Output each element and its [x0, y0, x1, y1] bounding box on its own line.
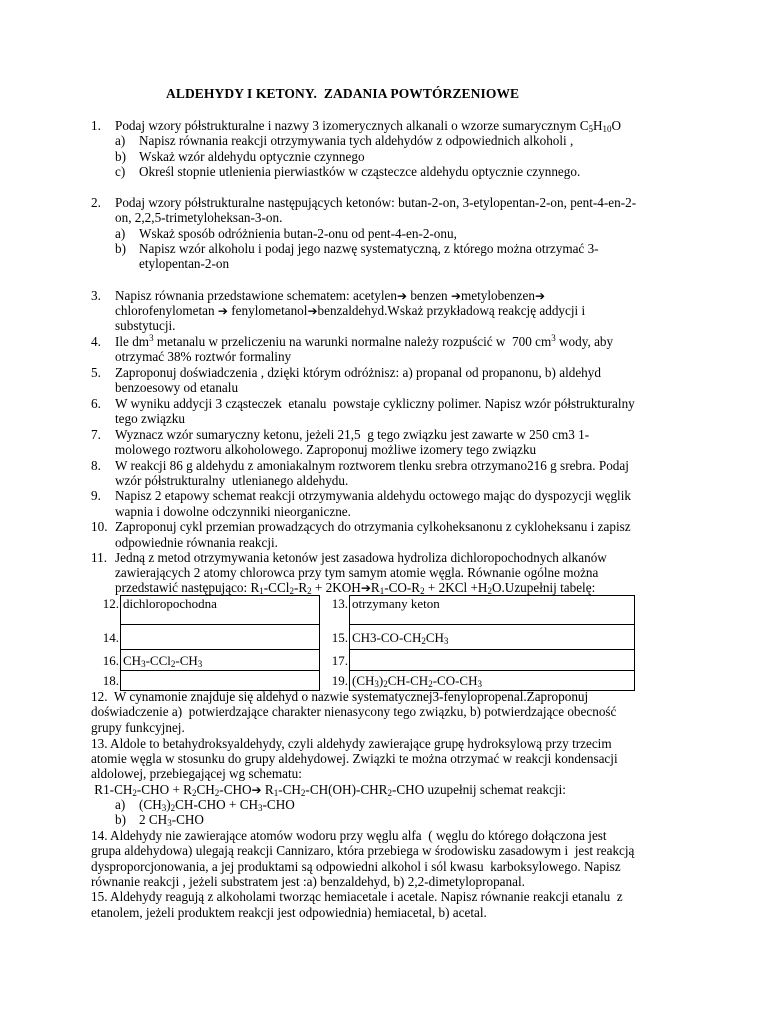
q10-line1: Zaproponuj cykl przemian prowadzących do otrzymania cylkoheksanonu z cykloheksanu i zapisz — [115, 519, 631, 534]
q10-line2: odpowiednie równania reakcji. — [115, 535, 278, 550]
q14-line2: grupa aldehydowa) ulegają reakcji Cannizaro, która przebiega w środowisku zasadowym i jest reakcją — [91, 843, 635, 858]
cell-number: 18. — [102, 673, 119, 688]
q6-line2: tego związku — [115, 411, 185, 426]
q11-line1: Jedną z metod otrzymywania ketonów jest zasadowa hydroliza dichloropochodnych alkanów — [115, 550, 607, 565]
table-row — [91, 596, 635, 625]
cell-number: 17. — [331, 652, 348, 668]
q3-line2: chlorofenylometan ➔ fenylometanol➔benzaldehyd.Wskaż przykładową reakcję addycji i — [115, 303, 586, 318]
q2-b-line2: etylopentan-2-on — [139, 256, 230, 271]
q1-text: Podaj wzory półstrukturalne i nazwy 3 izomerycznych alkanali o wzorze sumarycznym $C_5H_{10}O$ — [115, 118, 622, 134]
q1-a-label: a) — [115, 133, 126, 148]
table-row — [91, 671, 635, 691]
q11-line2: zawierających 2 atomy chlorowca przy tym samym atomie węgla. Równanie ogólne można — [115, 565, 599, 580]
q13-line2: atomie węgla w stosunku do grupy aldehydowej. Związki te można otrzymać w reakcji kondensacji — [91, 751, 618, 766]
q13-a-text: $(CH_3)_2CH$-CHO + $CH_3$-CHO — [139, 797, 295, 813]
arrow-icon: ➔ — [251, 783, 262, 797]
cell-number: 14. — [102, 629, 119, 645]
arrow-icon: ➔ — [217, 304, 228, 318]
q2-number: 2. — [91, 195, 101, 210]
table-row — [91, 625, 635, 650]
q1-b-text: Wskaż wzór aldehydu optycznie czynnego — [139, 149, 365, 164]
q15-line2: etanolem, jeżeli produktem reakcji jest odpowiednia) hemiacetal, b) acetal. — [91, 905, 487, 920]
q6-number: 6. — [91, 396, 101, 411]
q6-line1: W wyniku addycji 3 cząsteczek etanalu powstaje cykliczny polimer. Napisz wzór półstrukturalny — [115, 396, 635, 411]
cell-number: 19. — [331, 673, 348, 688]
q3-line1: Napisz równania przedstawione schematem: acetylen➔ benzen ➔metylobenzen➔ — [115, 288, 546, 303]
arrow-icon: ➔ — [360, 581, 371, 595]
q11-number: 11. — [91, 550, 107, 565]
q14-line3: dysproporcjonowania, a jej produktami są odpowiedni alkohol i sól kwasu karboksylowego. Napisz — [91, 859, 621, 874]
q1-a-text: Napisz równania reakcji otrzymywania tych aldehydów z odpowiednich alkoholi , — [139, 133, 574, 148]
q5-line2: benzoesowy od etanalu — [115, 380, 239, 395]
q7-line2: molowego roztworu alkoholowego. Zaproponuj możliwe izomery tego związku — [115, 442, 537, 457]
q13-scheme: $R1-CH_2$-CHO + $R_2CH_2-CHO➔$ $R_1-CH_2-CH(OH)-CHR_2$-CHO uzupełnij schemat reakcji: — [91, 782, 566, 798]
q3-number: 3. — [91, 288, 101, 303]
table-cell: $CH_3-CCl_2-CH_3$ — [121, 650, 320, 671]
table-cell: $CH3-CO-CH_2CH_3$ — [350, 625, 635, 650]
q13-a-label: a) — [115, 797, 126, 812]
cell-number: 13. — [331, 595, 348, 611]
q8-number: 8. — [91, 458, 101, 473]
ketone-table — [91, 595, 635, 691]
q9-line1: Napisz 2 etapowy schemat reakcji otrzymywania aldehydu octowego mając do dyspozycji węglik — [115, 488, 631, 503]
q10-number: 10. — [91, 519, 108, 534]
q2-line1: Podaj wzory półstrukturalne następujących ketonów: butan-2-on, 3-etylopentan-2-on, pent-4-en-2- — [115, 195, 637, 210]
arrow-icon: ➔ — [534, 289, 546, 303]
q7-line1: Wyznacz wzór sumaryczny ketonu, jeżeli 21,5 g tego związku jest zawarte w 250 cm3 1- — [115, 427, 590, 442]
table-cell — [350, 650, 635, 671]
q1-c-label: c) — [115, 164, 126, 179]
q12-line1: 12. W cynamonie znajduje się aldehyd o nazwie systematycznej3-fenylopropenal.Zaproponuj — [91, 689, 589, 704]
q2-line2: on, 2,2,5-trimetyloheksan-3-on. — [115, 210, 283, 225]
q1-number: 1. — [91, 118, 101, 133]
q13-b-label: b) — [115, 812, 126, 827]
arrow-icon: ➔ — [396, 289, 408, 303]
q1-b-label: b) — [115, 149, 126, 164]
q7-number: 7. — [91, 427, 101, 442]
q5-number: 5. — [91, 365, 101, 380]
q4-line2: otrzymać 38% roztwór formaliny — [115, 349, 292, 364]
table-cell: $(CH_3)_2CH-CH_2-CO-CH_3$ — [350, 671, 635, 691]
arrow-icon: ➔ — [307, 304, 318, 318]
q2-b-label: b) — [115, 241, 126, 256]
q3-line3: substytucji. — [115, 318, 176, 333]
document-title: ALDEHYDY I KETONY. ZADANIA POWTÓRZENIOWE — [166, 86, 520, 101]
q9-line2: wapnia i dowolne odczynniki nieorganiczne. — [115, 504, 351, 519]
q2-b-line1: Napisz wzór alkoholu i podaj jego nazwę systematyczną, z którego można otrzymać 3- — [139, 241, 599, 256]
q9-number: 9. — [91, 488, 101, 503]
q12-line3: grupy funkcyjnej. — [91, 720, 185, 735]
q8-line1: W reakcji 86 g aldehydu z amoniakalnym roztworem tlenku srebra otrzymano216 g srebra. Podaj — [115, 458, 629, 473]
table-row — [91, 650, 635, 671]
q13-line1: 13. Aldole to betahydroksyaldehydy, czyli aldehydy zawierające grupę hydroksylową przy trzecim — [91, 736, 612, 751]
q1-c-text: Określ stopnie utlenienia pierwiastków w cząsteczce aldehydu optycznie czynnego. — [139, 164, 581, 179]
cell-number: 15. — [331, 629, 348, 645]
q11-equation: przedstawić następująco: $R_1-CCl_2-R_2$ + $2KOH➔R_1-CO-R_2 + 2KCl$ $+H_2O.Uzupełnij$ tabelę: — [115, 580, 596, 596]
q12-line2: doświadczenie a) potwierdzające charakter nienasycony tego związku, b) potwierdzające obecność — [91, 704, 617, 719]
q4-number: 4. — [91, 334, 101, 349]
q4-line1: Ile $dm^3$ metanalu w przeliczeniu na warunki normalne należy rozpuścić w 700 $cm^3$ wody, aby — [115, 333, 614, 349]
table-cell — [121, 671, 320, 691]
cell-number: 12. — [102, 595, 119, 611]
q14-line4: równanie reakcji , jeżeli substratem jest :a) benzaldehyd, b) 2,2-dimetylopropanal. — [91, 874, 525, 889]
q13-line3: aldolowej, przebiegającej wg schematu: — [91, 766, 302, 781]
q2-a-text: Wskaż sposób odróżnienia butan-2-onu od pent-4-en-2-onu, — [139, 226, 457, 241]
arrow-icon: ➔ — [450, 289, 462, 303]
q13-b-text: 2 $CH_3$-CHO — [139, 812, 204, 828]
cell-number: 16. — [102, 652, 119, 668]
q5-line1: Zaproponuj doświadczenia , dzięki którym odróżnisz: a) propanal od propanonu, b) aldehyd — [115, 365, 601, 380]
table-cell: otrzymany keton — [350, 596, 635, 625]
q15-line1: 15. Aldehydy reagują z alkoholami tworząc hemiacetale i acetale. Napisz równanie reakcji etanalu z — [91, 889, 623, 904]
table-cell: dichloropochodna — [121, 596, 320, 625]
q8-line2: wzór półstrukturalny utlenianego aldehydu. — [115, 473, 349, 488]
q2-a-label: a) — [115, 226, 126, 241]
table-cell — [121, 625, 320, 650]
q14-line1: 14. Aldehydy nie zawierające atomów wodoru przy węglu alfa ( węglu do którego dołączona jest — [91, 828, 607, 843]
